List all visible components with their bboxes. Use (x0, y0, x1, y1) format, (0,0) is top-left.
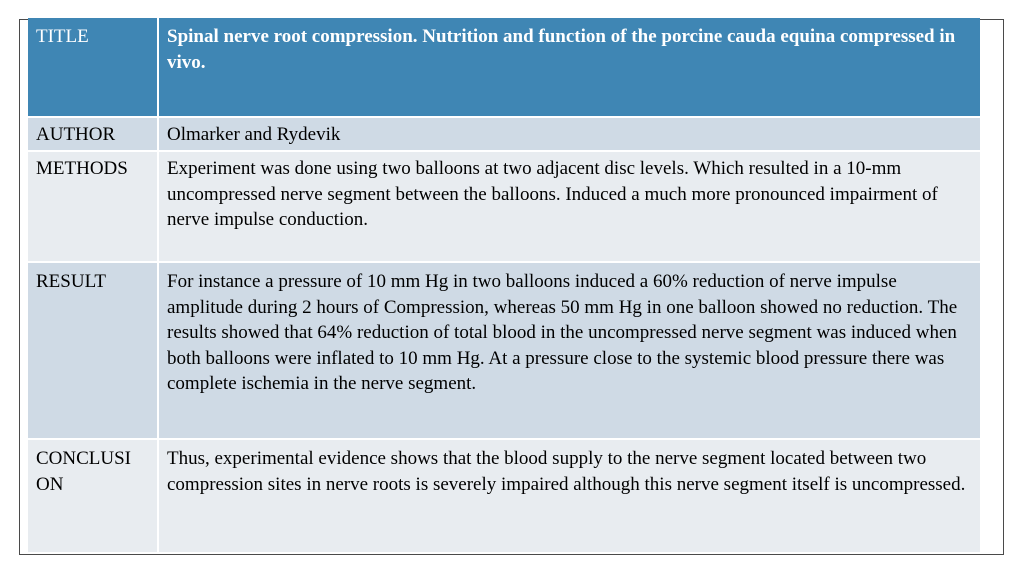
table-row-title (28, 18, 980, 118)
title-value: Spinal nerve root compression. Nutrition and function of the porcine cauda equina compressed in vivo. (167, 26, 956, 73)
conclusion-value: Thus, experimental evidence shows that the blood supply to the nerve segment located between two compression sites in nerve roots is severely impaired although this nerve segment itself is uncompressed. (167, 448, 966, 495)
conclusion-label: CONCLUSI ON (28, 440, 159, 552)
author-label: AUTHOR (28, 118, 159, 150)
author-value: Olmarker and Rydevik (167, 124, 341, 145)
table-row-result (28, 263, 980, 440)
summary-table (28, 18, 980, 552)
methods-label: METHODS (28, 152, 159, 261)
table-row-methods (28, 152, 980, 263)
title-label: TITLE (28, 18, 159, 116)
methods-value: Experiment was done using two balloons at two adjacent disc levels. Which resulted in a 10-mm uncompressed nerve segment between the balloons. Induced a much more pronounced impairment of nerve impulse conduction. (167, 158, 938, 230)
result-label: RESULT (28, 263, 159, 438)
table-row-author (28, 118, 980, 152)
table-row-conclusion (28, 440, 980, 552)
result-value: For instance a pressure of 10 mm Hg in two balloons induced a 60% reduction of nerve impulse amplitude during 2 hours of Compression, whereas 50 mm Hg in one balloon showed no reduction. The results showed that 64% reduction of total blood in the uncompressed nerve segment was induced when both balloons were inflated to 10 mm Hg. At a pressure close to the systemic blood pressure there was complete ischemia in the nerve segment. (167, 271, 958, 394)
